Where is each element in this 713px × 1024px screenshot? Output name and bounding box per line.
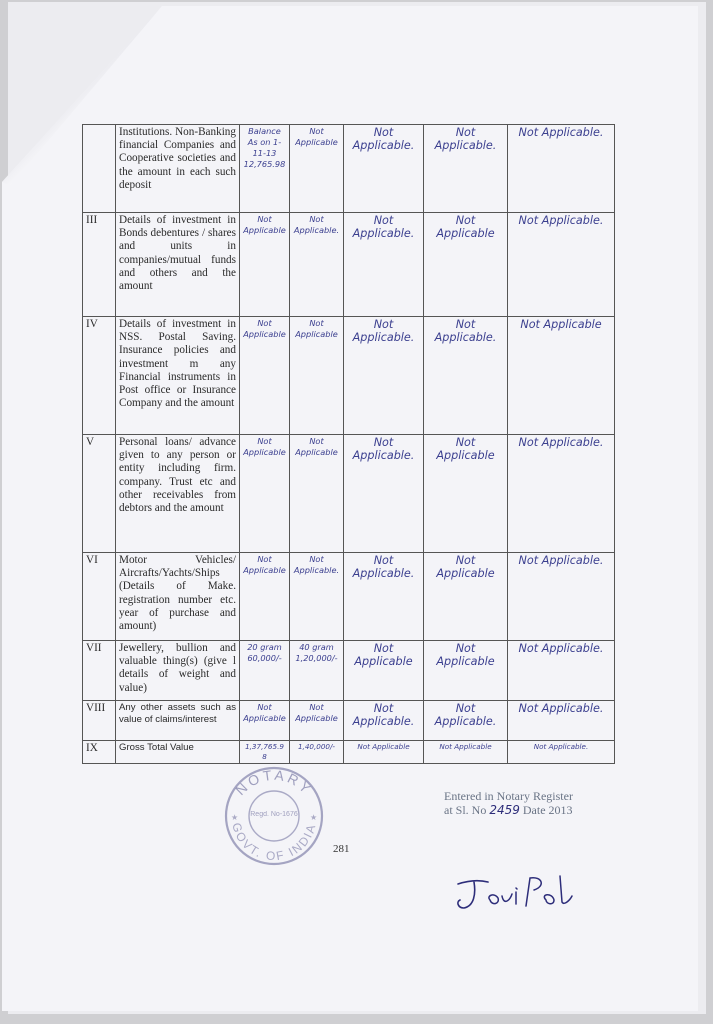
stamp-star-right: ★ — [310, 813, 318, 822]
handwritten-cell: Not Applicable. — [508, 435, 615, 553]
table-row — [83, 435, 615, 553]
asset-declaration-table — [82, 124, 615, 764]
handwritten-cell: Not Applicable. — [344, 317, 424, 435]
handwritten-cell: Not Applicable. — [290, 553, 344, 641]
handwritten-cell: Not Applicable — [424, 213, 508, 317]
row-description: Gross Total Value — [116, 741, 240, 764]
row-description: Any other assets such as value of claims/interest — [116, 701, 240, 741]
row-description: Jewellery, bullion and valuable thing(s) (give l details of weight and value) — [116, 641, 240, 701]
row-number: VI — [83, 553, 116, 641]
handwritten-cell: Not Applicable — [508, 317, 615, 435]
handwritten-cell: Not Applicable. — [344, 435, 424, 553]
register-date: Date 2013 — [522, 803, 573, 817]
handwritten-cell: Not Applicable — [424, 741, 508, 764]
table-row — [83, 701, 615, 741]
handwritten-cell: Not Applicable. — [344, 553, 424, 641]
handwritten-cell: Not Applicable — [424, 641, 508, 701]
handwritten-cell: Not Applicable. — [424, 317, 508, 435]
handwritten-cell: Not Applicable — [240, 317, 290, 435]
handwritten-cell: Not Applicable — [344, 641, 424, 701]
handwritten-cell: Not Applicable — [240, 435, 290, 553]
row-description: Details of investment in NSS. Postal Saving. Insurance policies and investment m any Financial instruments in Post office or Insurance Company and the amount — [116, 317, 240, 435]
handwritten-signature — [450, 870, 590, 925]
table-row — [83, 317, 615, 435]
handwritten-cell: Not Applicable. — [508, 641, 615, 701]
handwritten-cell: Not Applicable — [240, 553, 290, 641]
stamp-top-text: NOTARY — [232, 766, 316, 799]
notary-register-stamp — [444, 789, 624, 817]
stamp-reg-number: Regd. No-1676 — [250, 811, 298, 818]
svg-text:NOTARY — [232, 767, 316, 799]
handwritten-cell: Not Applicable. — [344, 701, 424, 741]
handwritten-cell: Not Applicable — [240, 701, 290, 741]
handwritten-cell: Not Applicable. — [508, 125, 615, 213]
handwritten-cell: Not Applicable. — [344, 213, 424, 317]
row-description: Details of investment in Bonds debentures / shares and units in companies/mutual funds and others and the amount — [116, 213, 240, 317]
handwritten-cell: Not Applicable. — [508, 553, 615, 641]
handwritten-cell: Not Applicable — [424, 553, 508, 641]
row-number: IX — [83, 741, 116, 764]
row-description: Motor Vehicles/ Aircrafts/Yachts/Ships (Details of Make. registration number etc. year of purchase and amount) — [116, 553, 240, 641]
handwritten-cell: Not Applicable — [290, 125, 344, 213]
table-row — [83, 553, 615, 641]
register-line-1: Entered in Notary Register — [444, 789, 573, 803]
row-number: VII — [83, 641, 116, 701]
handwritten-cell: Not Applicable — [344, 741, 424, 764]
register-line-2 — [444, 803, 624, 817]
table-row — [83, 125, 615, 213]
page-number: 281 — [333, 843, 350, 855]
handwritten-cell: Not Applicable. — [508, 213, 615, 317]
handwritten-cell: Not Applicable. — [508, 741, 615, 764]
handwritten-cell: Not Applicable — [290, 701, 344, 741]
row-number: V — [83, 435, 116, 553]
handwritten-cell: Not Applicable — [290, 435, 344, 553]
handwritten-cell: Not Applicable. — [424, 125, 508, 213]
row-number: VIII — [83, 701, 116, 741]
stamp-star-left: ★ — [231, 813, 239, 822]
row-description: Personal loans/ advance given to any person or entity including firm. company. Trust etc and other receivables from debtors and the amount — [116, 435, 240, 553]
handwritten-cell: Not Applicable — [240, 213, 290, 317]
register-serial-number: 2459 — [489, 803, 520, 817]
handwritten-cell: 1,37,765.98 — [240, 741, 290, 764]
handwritten-cell: 40 gram 1,20,000/- — [290, 641, 344, 701]
row-number — [83, 125, 116, 213]
handwritten-cell: Not Applicable. — [424, 701, 508, 741]
handwritten-cell: Balance As on 1-11-13 12,765.98 — [240, 125, 290, 213]
handwritten-cell: Not Applicable — [424, 435, 508, 553]
row-description: Institutions. Non-Banking financial Companies and Cooperative societies and the amount in each such deposit — [116, 125, 240, 213]
stamp-bottom-text: GOVT. OF INDIA — [229, 821, 319, 864]
table-row — [83, 213, 615, 317]
row-number: III — [83, 213, 116, 317]
row-number: IV — [83, 317, 116, 435]
handwritten-cell: 1,40,000/- — [290, 741, 344, 764]
notary-stamp — [218, 760, 330, 877]
handwritten-cell: Not Applicable. — [508, 701, 615, 741]
register-sl-label: at Sl. No — [444, 803, 487, 817]
table-row — [83, 741, 615, 764]
handwritten-cell: Not Applicable. — [344, 125, 424, 213]
handwritten-cell: Not Applicable. — [290, 213, 344, 317]
handwritten-cell: Not Applicable — [290, 317, 344, 435]
svg-text:GOVT. OF INDIA — [229, 821, 319, 863]
table-row — [83, 641, 615, 701]
handwritten-cell: 20 gram 60,000/- — [240, 641, 290, 701]
